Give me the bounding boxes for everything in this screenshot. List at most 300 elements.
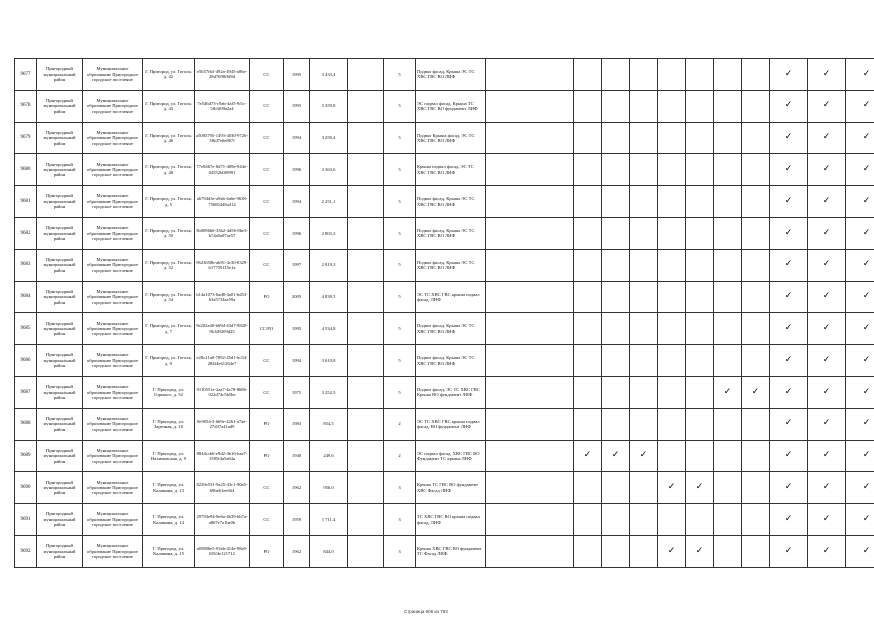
check-icon: ✓ bbox=[770, 440, 808, 472]
cell-code: 8e905fc3-669e-4261-a7ae-27d37a41ad9 bbox=[195, 408, 250, 440]
cell-empty bbox=[486, 249, 574, 281]
cell-district: Пригородный муниципальный район bbox=[37, 90, 83, 122]
table-row bbox=[15, 90, 874, 122]
cell-year: 1995 bbox=[284, 313, 310, 345]
cell-year: 2005 bbox=[284, 281, 310, 313]
cell-address: Г. Пригород, ул. Гоголя, д. 5 bbox=[143, 186, 195, 218]
cell-empty bbox=[574, 122, 602, 154]
cell-empty bbox=[348, 122, 384, 154]
cell-area: 854,5 bbox=[310, 408, 348, 440]
cell-empty bbox=[486, 186, 574, 218]
check-icon: ✓ bbox=[808, 217, 846, 249]
check-icon: ✓ bbox=[686, 535, 714, 567]
cell-municipality: Муниципальное образование Пригородное городское поселение bbox=[83, 59, 143, 91]
check-icon: ✓ bbox=[808, 154, 846, 186]
cell-floors: 2 bbox=[384, 440, 416, 472]
cell-wall-type: СС bbox=[250, 90, 284, 122]
cell-empty bbox=[742, 281, 770, 313]
cell-empty bbox=[686, 313, 714, 345]
cell-code: e5b57fb3-492a-4945-a86e-28d7698f6f8d bbox=[195, 59, 250, 91]
check-icon: ✓ bbox=[846, 154, 874, 186]
cell-empty bbox=[658, 408, 686, 440]
cell-empty bbox=[658, 59, 686, 91]
check-icon: ✓ bbox=[846, 440, 874, 472]
cell-empty bbox=[486, 313, 574, 345]
cell-empty bbox=[574, 376, 602, 408]
cell-municipality: Муниципальное образование Пригородное городское поселение bbox=[83, 440, 143, 472]
cell-empty bbox=[486, 440, 574, 472]
cell-district: Пригородный муниципальный район bbox=[37, 535, 83, 567]
check-icon: ✓ bbox=[808, 408, 846, 440]
cell-id: 9678 bbox=[15, 90, 37, 122]
cell-empty bbox=[348, 186, 384, 218]
cell-works: Крыша ХВС ГВС ВО фундамент ТС Фасад ЛИФ bbox=[416, 535, 486, 567]
check-icon: ✓ bbox=[846, 281, 874, 313]
cell-code: 29794e94-8e6a-4b39-bb7a-a867e7a1be0b bbox=[195, 504, 250, 536]
cell-empty bbox=[602, 504, 630, 536]
cell-empty bbox=[658, 504, 686, 536]
cell-year: 1993 bbox=[284, 90, 310, 122]
cell-empty bbox=[686, 249, 714, 281]
cell-area: 3 433,4 bbox=[310, 59, 348, 91]
cell-floors: 5 bbox=[384, 313, 416, 345]
cell-empty bbox=[348, 504, 384, 536]
cell-wall-type: РО bbox=[250, 281, 284, 313]
cell-empty bbox=[574, 90, 602, 122]
cell-floors: 5 bbox=[384, 376, 416, 408]
cell-works: ЭС ТС ХВС ГВС крыша подвал фасад, ВО фундамент ЛИФ bbox=[416, 408, 486, 440]
cell-works: Крыша подвал фасад, ЭС ТС ХВС ГВС ВО ЛИФ bbox=[416, 154, 486, 186]
cell-empty bbox=[574, 313, 602, 345]
cell-municipality: Муниципальное образование Пригородное городское поселение bbox=[83, 186, 143, 218]
cell-district: Пригородный муниципальный район bbox=[37, 472, 83, 504]
cell-area: 956,0 bbox=[310, 472, 348, 504]
check-icon: ✓ bbox=[846, 59, 874, 91]
cell-municipality: Муниципальное образование Пригородное городское поселение bbox=[83, 154, 143, 186]
cell-floors: 3 bbox=[384, 504, 416, 536]
cell-empty bbox=[742, 217, 770, 249]
cell-empty bbox=[348, 90, 384, 122]
cell-empty bbox=[630, 154, 658, 186]
cell-empty bbox=[574, 281, 602, 313]
cell-code: 9e202a40-b69d-43d7-9820-9b1d9209d25 bbox=[195, 313, 250, 345]
table-row bbox=[15, 376, 874, 408]
cell-wall-type: РО bbox=[250, 408, 284, 440]
cell-empty bbox=[348, 440, 384, 472]
check-icon: ✓ bbox=[846, 535, 874, 567]
cell-id: 9686 bbox=[15, 345, 37, 377]
check-icon: ✓ bbox=[846, 504, 874, 536]
cell-empty bbox=[574, 504, 602, 536]
check-icon: ✓ bbox=[808, 281, 846, 313]
cell-empty bbox=[714, 313, 742, 345]
cell-empty bbox=[486, 504, 574, 536]
cell-municipality: Муниципальное образование Пригородное городское поселение bbox=[83, 376, 143, 408]
cell-empty bbox=[630, 186, 658, 218]
cell-floors: 5 bbox=[384, 154, 416, 186]
cell-wall-type: СС bbox=[250, 154, 284, 186]
cell-empty bbox=[686, 376, 714, 408]
cell-address: Г. Пригород, ул. Гоголя, д. 48 bbox=[143, 154, 195, 186]
cell-wall-type: СС bbox=[250, 249, 284, 281]
cell-empty bbox=[686, 440, 714, 472]
cell-empty bbox=[602, 472, 630, 504]
check-icon: ✓ bbox=[770, 313, 808, 345]
cell-empty bbox=[630, 504, 658, 536]
cell-district: Пригородный муниципальный район bbox=[37, 154, 83, 186]
cell-empty bbox=[714, 504, 742, 536]
cell-id: 9691 bbox=[15, 504, 37, 536]
cell-year: 1962 bbox=[284, 472, 310, 504]
cell-floors: 2 bbox=[384, 408, 416, 440]
check-icon: ✓ bbox=[714, 376, 742, 408]
cell-area: 2 819,3 bbox=[310, 249, 348, 281]
cell-wall-type: СС bbox=[250, 345, 284, 377]
cell-empty bbox=[574, 154, 602, 186]
cell-empty bbox=[714, 408, 742, 440]
check-icon: ✓ bbox=[630, 440, 658, 472]
cell-municipality: Муниципальное образование Пригородное городское поселение bbox=[83, 408, 143, 440]
cell-empty bbox=[686, 154, 714, 186]
cell-empty bbox=[686, 345, 714, 377]
registry-table-container bbox=[14, 58, 871, 568]
cell-empty bbox=[486, 59, 574, 91]
cell-area: 2 803,3 bbox=[310, 217, 348, 249]
cell-municipality: Муниципальное образование Пригородное городское поселение bbox=[83, 472, 143, 504]
cell-empty bbox=[742, 154, 770, 186]
cell-works: ЭС ТС ХВС ГВС крыша подвал фасад, ЛИФ bbox=[416, 281, 486, 313]
check-icon: ✓ bbox=[808, 440, 846, 472]
check-icon: ✓ bbox=[742, 376, 770, 408]
check-icon: ✓ bbox=[808, 249, 846, 281]
check-icon: ✓ bbox=[808, 535, 846, 567]
cell-id: 9689 bbox=[15, 440, 37, 472]
cell-district: Пригородный муниципальный район bbox=[37, 249, 83, 281]
cell-empty bbox=[574, 217, 602, 249]
cell-empty bbox=[742, 90, 770, 122]
cell-code: 7e546d73-c9ab-4af5-9f1c-5fb3f09a2a4 bbox=[195, 90, 250, 122]
cell-id: 9683 bbox=[15, 249, 37, 281]
cell-empty bbox=[602, 154, 630, 186]
cell-district: Пригородный муниципальный район bbox=[37, 504, 83, 536]
table-row bbox=[15, 154, 874, 186]
cell-empty bbox=[658, 313, 686, 345]
cell-municipality: Муниципальное образование Пригородное городское поселение bbox=[83, 504, 143, 536]
check-icon: ✓ bbox=[770, 59, 808, 91]
cell-empty bbox=[742, 535, 770, 567]
cell-district: Пригородный муниципальный район bbox=[37, 376, 83, 408]
check-icon: ✓ bbox=[602, 440, 630, 472]
cell-year: 1940 bbox=[284, 440, 310, 472]
cell-area: 3 250,4 bbox=[310, 122, 348, 154]
cell-area: 3 363,6 bbox=[310, 154, 348, 186]
cell-empty bbox=[348, 59, 384, 91]
cell-works: Подвал Крыша фасад, ЭС ТС ХВС ГВС ВО ЛИФ bbox=[416, 122, 486, 154]
cell-id: 9682 bbox=[15, 217, 37, 249]
table-row bbox=[15, 59, 874, 91]
cell-code: a6794d3e-a9ab-4a6e-9638-75685448a414 bbox=[195, 186, 250, 218]
cell-empty bbox=[658, 217, 686, 249]
cell-works: Крыша ТС ГВС ВО фундамент ХВС Фасад ЛИФ bbox=[416, 472, 486, 504]
cell-works: Подвал фасад, Крыша ЭС ТС ХВС ГВС ВО ЛИФ bbox=[416, 249, 486, 281]
cell-empty bbox=[742, 249, 770, 281]
cell-district: Пригородный муниципальный район bbox=[37, 408, 83, 440]
cell-empty bbox=[486, 472, 574, 504]
cell-empty bbox=[602, 376, 630, 408]
cell-empty bbox=[630, 535, 658, 567]
cell-area: 4 839,5 bbox=[310, 281, 348, 313]
cell-wall-type: СС/РО bbox=[250, 313, 284, 345]
cell-empty bbox=[630, 217, 658, 249]
cell-works: ЭС подвал фасад, Крыша ТС ХВС ГВС ВО фундамент ЛИФ bbox=[416, 90, 486, 122]
cell-code: a85886e5-93eb-414e-98a9-0f5f4e121712 bbox=[195, 535, 250, 567]
cell-year: 1994 bbox=[284, 186, 310, 218]
cell-year: 1996 bbox=[284, 154, 310, 186]
cell-empty bbox=[348, 472, 384, 504]
check-icon: ✓ bbox=[846, 186, 874, 218]
cell-empty bbox=[602, 186, 630, 218]
check-icon: ✓ bbox=[808, 345, 846, 377]
cell-area: 3 359,8 bbox=[310, 90, 348, 122]
cell-empty bbox=[742, 59, 770, 91]
cell-year: 1997 bbox=[284, 249, 310, 281]
cell-area: 4 534,8 bbox=[310, 313, 348, 345]
cell-area: 2 251,1 bbox=[310, 186, 348, 218]
cell-area: 3 610,8 bbox=[310, 345, 348, 377]
check-icon: ✓ bbox=[846, 249, 874, 281]
cell-district: Пригородный муниципальный район bbox=[37, 313, 83, 345]
cell-municipality: Муниципальное образование Пригородное городское поселение bbox=[83, 345, 143, 377]
check-icon: ✓ bbox=[846, 376, 874, 408]
check-icon: ✓ bbox=[770, 186, 808, 218]
cell-empty bbox=[486, 535, 574, 567]
cell-district: Пригородный муниципальный район bbox=[37, 345, 83, 377]
check-icon: ✓ bbox=[808, 313, 846, 345]
cell-id: 9681 bbox=[15, 186, 37, 218]
cell-year: 1983 bbox=[284, 408, 310, 440]
table-row bbox=[15, 249, 874, 281]
cell-works: Подвал фасад, ЭС ТС ХВС ГВС Крыша ВО фундамент ЛИФ bbox=[416, 376, 486, 408]
cell-address: Г. Пригород, ул. Калинина, д. 14 bbox=[143, 504, 195, 536]
cell-id: 9679 bbox=[15, 122, 37, 154]
cell-code: 8229e531-9a25-43c1-90a5-69be61ee664 bbox=[195, 472, 250, 504]
cell-wall-type: СС bbox=[250, 186, 284, 218]
cell-empty bbox=[742, 186, 770, 218]
cell-empty bbox=[742, 504, 770, 536]
cell-empty bbox=[686, 281, 714, 313]
cell-district: Пригородный муниципальный район bbox=[37, 217, 83, 249]
table-row bbox=[15, 186, 874, 218]
check-icon: ✓ bbox=[808, 122, 846, 154]
check-icon: ✓ bbox=[770, 472, 808, 504]
cell-municipality: Муниципальное образование Пригородное городское поселение bbox=[83, 281, 143, 313]
cell-empty bbox=[630, 472, 658, 504]
cell-id: 9690 bbox=[15, 472, 37, 504]
cell-empty bbox=[486, 122, 574, 154]
cell-wall-type: СС bbox=[250, 472, 284, 504]
cell-year: 1962 bbox=[284, 535, 310, 567]
cell-municipality: Муниципальное образование Пригородное городское поселение bbox=[83, 217, 143, 249]
cell-empty bbox=[348, 376, 384, 408]
check-icon: ✓ bbox=[846, 217, 874, 249]
check-icon: ✓ bbox=[808, 504, 846, 536]
cell-empty bbox=[574, 345, 602, 377]
cell-floors: 5 bbox=[384, 90, 416, 122]
table-row bbox=[15, 440, 874, 472]
check-icon: ✓ bbox=[770, 217, 808, 249]
cell-address: Г. Пригород, ул. Гоголя, д. 42 bbox=[143, 59, 195, 91]
cell-empty bbox=[714, 281, 742, 313]
cell-address: Г. Пригород, ул. Гоголя, д. 46 bbox=[143, 122, 195, 154]
cell-empty bbox=[574, 472, 602, 504]
cell-address: Г. Пригород, ул. Нахимовская, д. 9 bbox=[143, 440, 195, 472]
cell-works: Подвал фасад, Крыша ЭС ТС ХВС ГВС ВО ЛИФ bbox=[416, 313, 486, 345]
cell-empty bbox=[574, 59, 602, 91]
cell-year: 1975 bbox=[284, 376, 310, 408]
cell-district: Пригородный муниципальный район bbox=[37, 122, 83, 154]
cell-id: 9677 bbox=[15, 59, 37, 91]
table-row bbox=[15, 281, 874, 313]
cell-empty bbox=[486, 90, 574, 122]
cell-empty bbox=[630, 376, 658, 408]
check-icon: ✓ bbox=[808, 186, 846, 218]
cell-empty bbox=[486, 154, 574, 186]
cell-code: a5083795-1493-4030-9726-3f6d7e6e867f bbox=[195, 122, 250, 154]
cell-municipality: Муниципальное образование Пригородное городское поселение bbox=[83, 535, 143, 567]
check-icon: ✓ bbox=[770, 281, 808, 313]
cell-empty bbox=[630, 313, 658, 345]
cell-code: b14a1073-6ad8-4a01-bd53-63a5734ae59a bbox=[195, 281, 250, 313]
table-row bbox=[15, 408, 874, 440]
cell-code: 8844ccb6-e9d2-4b16-bae7-1585f4a5a64a bbox=[195, 440, 250, 472]
cell-address: Г. Пригород, ул. Заречная, д. 10 bbox=[143, 408, 195, 440]
check-icon: ✓ bbox=[808, 376, 846, 408]
cell-address: Г. Пригород, ул. Гоголя, д. 50 bbox=[143, 217, 195, 249]
cell-empty bbox=[658, 440, 686, 472]
cell-empty bbox=[486, 376, 574, 408]
cell-empty bbox=[742, 345, 770, 377]
cell-empty bbox=[686, 186, 714, 218]
check-icon: ✓ bbox=[770, 504, 808, 536]
cell-district: Пригородный муниципальный район bbox=[37, 281, 83, 313]
check-icon: ✓ bbox=[808, 59, 846, 91]
cell-code: 77e8467e-8d71-409e-944e-04552b0f8991 bbox=[195, 154, 250, 186]
cell-area: 249,6 bbox=[310, 440, 348, 472]
check-icon: ✓ bbox=[846, 90, 874, 122]
cell-empty bbox=[574, 535, 602, 567]
cell-address: Г. Пригород, ул. Гоголя, д. 7 bbox=[143, 313, 195, 345]
check-icon: ✓ bbox=[686, 472, 714, 504]
check-icon: ✓ bbox=[770, 154, 808, 186]
check-icon: ✓ bbox=[808, 472, 846, 504]
cell-empty bbox=[714, 90, 742, 122]
cell-empty bbox=[602, 408, 630, 440]
cell-empty bbox=[602, 249, 630, 281]
cell-empty bbox=[714, 535, 742, 567]
cell-floors: 5 bbox=[384, 59, 416, 91]
cell-wall-type: СС bbox=[250, 122, 284, 154]
table-row bbox=[15, 345, 874, 377]
check-icon: ✓ bbox=[846, 313, 874, 345]
cell-id: 9692 bbox=[15, 535, 37, 567]
cell-municipality: Муниципальное образование Пригородное городское поселение bbox=[83, 122, 143, 154]
check-icon: ✓ bbox=[770, 535, 808, 567]
cell-floors: 5 bbox=[384, 122, 416, 154]
table-row bbox=[15, 313, 874, 345]
cell-empty bbox=[714, 345, 742, 377]
cell-id: 9687 bbox=[15, 376, 37, 408]
cell-works: Подвал фасад, Крыша ЭС ТС ХВС ГВС ВО ЛИФ bbox=[416, 186, 486, 218]
cell-empty bbox=[602, 90, 630, 122]
cell-empty bbox=[630, 249, 658, 281]
cell-address: Г. Пригород, ул. Гоголя, д. 52 bbox=[143, 249, 195, 281]
cell-empty bbox=[348, 249, 384, 281]
cell-floors: 5 bbox=[384, 249, 416, 281]
cell-year: 1995 bbox=[284, 59, 310, 91]
cell-empty bbox=[602, 345, 630, 377]
cell-empty bbox=[714, 154, 742, 186]
cell-floors: 5 bbox=[384, 281, 416, 313]
table-row bbox=[15, 472, 874, 504]
cell-empty bbox=[714, 59, 742, 91]
cell-code: e28c21a0-7092-45d1-bc54-284f4e61264e7 bbox=[195, 345, 250, 377]
cell-wall-type: СС bbox=[250, 376, 284, 408]
cell-municipality: Муниципальное образование Пригородное городское поселение bbox=[83, 313, 143, 345]
cell-empty bbox=[602, 313, 630, 345]
table-row bbox=[15, 504, 874, 536]
cell-empty bbox=[658, 90, 686, 122]
cell-floors: 3 bbox=[384, 535, 416, 567]
table-row bbox=[15, 217, 874, 249]
cell-empty bbox=[348, 313, 384, 345]
cell-address: Г. Пригород, ул. Гоголя, д. 43 bbox=[143, 90, 195, 122]
cell-empty bbox=[658, 154, 686, 186]
cell-floors: 5 bbox=[384, 345, 416, 377]
cell-empty bbox=[686, 90, 714, 122]
cell-wall-type: СС bbox=[250, 59, 284, 91]
check-icon: ✓ bbox=[658, 535, 686, 567]
check-icon: ✓ bbox=[846, 408, 874, 440]
check-icon: ✓ bbox=[770, 249, 808, 281]
cell-wall-type: СС bbox=[250, 504, 284, 536]
cell-floors: 5 bbox=[384, 217, 416, 249]
cell-area: 1 711,4 bbox=[310, 504, 348, 536]
cell-empty bbox=[658, 186, 686, 218]
check-icon: ✓ bbox=[574, 440, 602, 472]
cell-address: Г. Пригород, ул. Гоголя, д. 9 bbox=[143, 345, 195, 377]
cell-id: 9680 bbox=[15, 154, 37, 186]
cell-wall-type: РО bbox=[250, 535, 284, 567]
cell-year: 1996 bbox=[284, 217, 310, 249]
cell-empty bbox=[742, 472, 770, 504]
cell-id: 9684 bbox=[15, 281, 37, 313]
table-row bbox=[15, 535, 874, 567]
cell-area: 3 252,5 bbox=[310, 376, 348, 408]
cell-works: ТС ХВС ГВС ВО крыша подвал фасад, ЛИФ bbox=[416, 504, 486, 536]
cell-year: 1994 bbox=[284, 122, 310, 154]
cell-municipality: Муниципальное образование Пригородное городское поселение bbox=[83, 90, 143, 122]
cell-empty bbox=[602, 122, 630, 154]
cell-address: Г. Пригород, ул. Горького, д. 32 bbox=[143, 376, 195, 408]
cell-empty bbox=[602, 535, 630, 567]
cell-works: ЭС подвал фасад, ХВС ГВС ВО Фундамент ТС крыша ЛИФ bbox=[416, 440, 486, 472]
cell-empty bbox=[486, 345, 574, 377]
cell-code: 5b0096b6-33b2-4d56-8be3-b74a0a07ae57 bbox=[195, 217, 250, 249]
cell-empty bbox=[686, 217, 714, 249]
registry-table bbox=[14, 58, 874, 568]
cell-empty bbox=[348, 281, 384, 313]
cell-empty bbox=[348, 345, 384, 377]
